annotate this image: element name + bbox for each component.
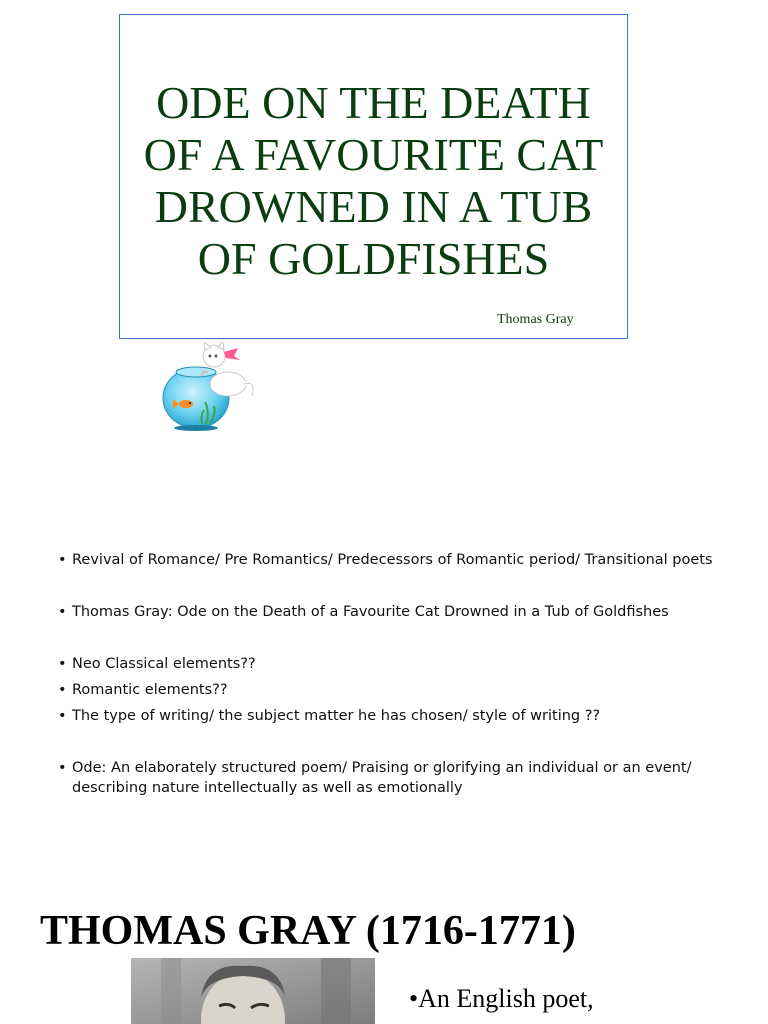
biography-intro-line: •An English poet, xyxy=(409,984,594,1013)
bullet-item-6: • Ode: An elaborately structured poem/ Praising or glorifying an individual or an event/ describing nature intellectually as well as emotionally xyxy=(58,758,718,798)
bullet-item-3: • Neo Classical elements?? xyxy=(58,654,718,674)
bullet-item-5: • The type of writing/ the subject matter he has chosen/ style of writing ?? xyxy=(58,706,718,726)
portrait-engraving-icon xyxy=(131,958,375,1024)
title-slide-frame xyxy=(119,14,628,339)
poem-author: Thomas Gray xyxy=(497,312,574,327)
title-line-4: OF GOLDFISHES xyxy=(197,233,550,284)
discussion-bullet-list xyxy=(58,550,718,798)
title-line-1: ODE ON THE DEATH xyxy=(156,77,591,128)
title-line-2: OF A FAVOURITE CAT xyxy=(143,129,604,180)
poem-title xyxy=(120,77,627,285)
biography-heading: THOMAS GRAY (1716-1771) xyxy=(40,908,576,954)
title-line-3: DROWNED IN A TUB xyxy=(154,181,593,232)
cat-on-fishbowl-icon xyxy=(158,342,262,434)
bullet-item-1: • Revival of Romance/ Pre Romantics/ Predecessors of Romantic period/ Transitional poets xyxy=(58,550,718,570)
bullet-item-4: • Romantic elements?? xyxy=(58,680,718,700)
bullet-item-2: • Thomas Gray: Ode on the Death of a Favourite Cat Drowned in a Tub of Goldfishes xyxy=(58,602,718,622)
